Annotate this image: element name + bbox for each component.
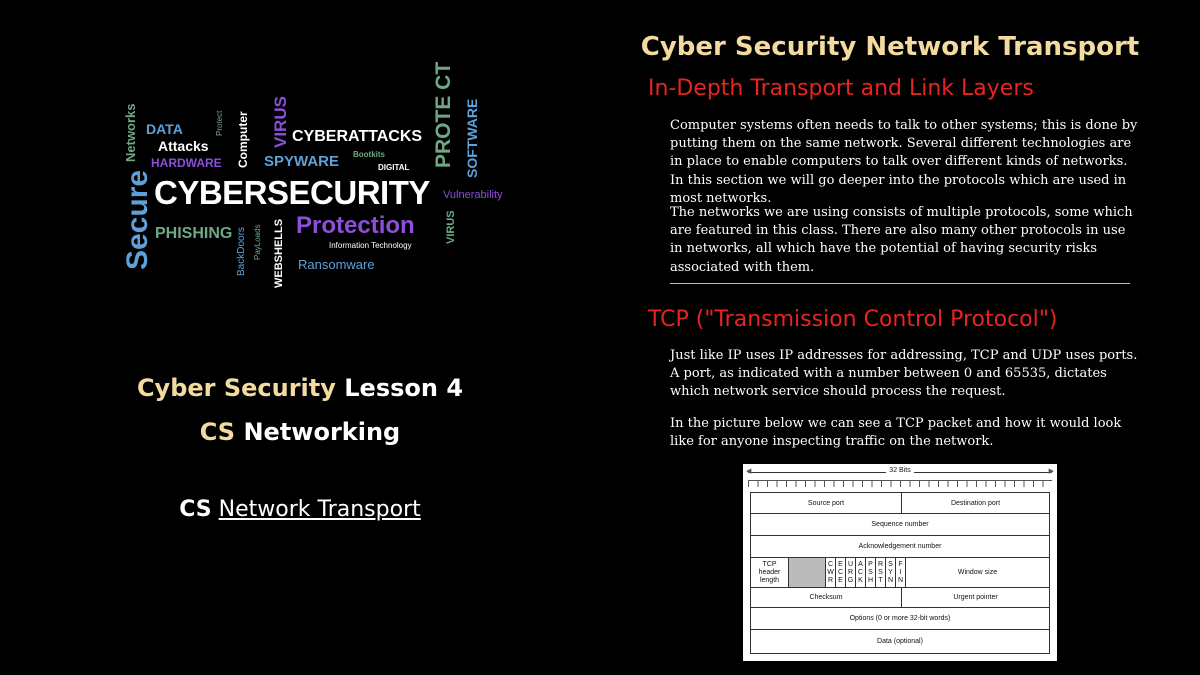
cybersecurity-word-cloud	[120, 61, 520, 292]
tcp-row-data	[750, 630, 1050, 654]
word-protect-big: PROTE CT	[432, 61, 455, 168]
word-networks: Networks	[123, 103, 138, 162]
checksum-field: Checksum	[809, 594, 843, 601]
tcp-row-options	[750, 608, 1050, 630]
section1-paragraph-1: Computer systems often needs to talk to other systems; this is done by putting them on the same network. Several different technologies are in place to enable computers to talk over different kinds of networks. In this section we will go deeper into the protocols which are used in most networks.	[670, 118, 1138, 206]
nav-prefix: CS	[179, 497, 212, 522]
ack-number-field: Acknowledgement number	[858, 543, 942, 550]
bits-width-indicator: ◀ ▶ 32 Bits	[746, 467, 1054, 475]
section-title-tcp: TCP ("Transmission Control Protocol")	[648, 307, 1058, 332]
bit-ruler	[748, 480, 1052, 487]
word-cyberattacks: CYBERATTACKS	[292, 128, 423, 145]
tcp-row-ack	[750, 536, 1050, 558]
flag-ece: E C E	[835, 558, 845, 587]
window-size-field: Window size	[905, 558, 1049, 587]
flag-cwr: C W R	[825, 558, 835, 587]
flag-syn: S Y N	[885, 558, 895, 587]
word-virus-top: VIRUS	[271, 96, 290, 148]
word-virus-right: VIRUS	[445, 210, 457, 244]
lesson-title-white: Lesson 4	[344, 374, 464, 402]
flag-ack: A C K	[855, 558, 865, 587]
flag-urg: U R G	[845, 558, 855, 587]
word-software: SOFTWARE	[464, 98, 480, 178]
reserved-field	[788, 558, 825, 587]
word-payloads: PayLoads	[253, 224, 262, 260]
options-field: Options (0 or more 32-bit words)	[849, 615, 951, 622]
tcp-row-checksum	[750, 588, 1050, 608]
word-spyware: SPYWARE	[264, 153, 340, 170]
word-hardware: HARDWARE	[151, 156, 222, 170]
word-cybersecurity: CYBERSECURITY	[154, 174, 430, 211]
page-title: Cyber Security Network Transport	[640, 32, 1140, 62]
section-title-transport-link: In-Depth Transport and Link Layers	[648, 76, 1034, 101]
lesson-title	[0, 374, 600, 402]
network-transport-link[interactable]: Network Transport	[218, 497, 421, 522]
word-digital: DIGITAL	[378, 163, 410, 172]
word-ransomware: Ransomware	[298, 257, 375, 272]
tcp-header-diagram	[743, 464, 1057, 661]
word-information-technology: Information Technology	[329, 241, 412, 250]
word-attacks: Attacks	[158, 138, 209, 154]
networking-title	[0, 418, 600, 446]
lesson-title-gold: Cyber Security	[136, 374, 336, 402]
word-protect-small: Protect	[215, 110, 224, 136]
flag-rst: R S T	[875, 558, 885, 587]
word-phishing: PHISHING	[155, 225, 233, 242]
section2-paragraph-2: In the picture below we can see a TCP packet and how it would look like for anyone inspecting traffic on the network.	[670, 416, 1122, 450]
tcp-row-sequence	[750, 514, 1050, 536]
sequence-number-field: Sequence number	[871, 521, 929, 528]
header-length-field: TCP header length	[758, 560, 781, 584]
data-field: Data (optional)	[877, 638, 923, 645]
section2-paragraph-1: Just like IP uses IP addresses for addressing, TCP and UDP uses ports. A port, as indicated with a number between 0 and 65535, dictates which network service should process the request.	[670, 348, 1138, 400]
flag-psh: P S H	[865, 558, 875, 587]
word-data: DATA	[146, 121, 183, 137]
networking-title-white: Networking	[243, 418, 401, 446]
networking-title-gold: CS	[199, 418, 236, 446]
word-protection: Protection	[296, 212, 415, 239]
section-divider	[670, 283, 1130, 284]
destination-port-field: Destination port	[901, 493, 1049, 513]
urgent-pointer-field: Urgent pointer	[901, 588, 1049, 607]
section1-paragraph-2: The networks we are using consists of multiple protocols, some which are featured in this class. There are also many other protocols in use in networks, all which have the potential of having security risks associated with them.	[670, 205, 1133, 275]
word-secure: Secure	[121, 169, 154, 270]
bits-label: 32 Bits	[886, 467, 913, 474]
word-webshells: WEBSHELLS	[273, 218, 285, 288]
nav-line	[0, 497, 600, 522]
source-port-field: Source port	[807, 499, 845, 507]
flag-fin: F I N	[895, 558, 905, 587]
word-computer: Computer	[236, 111, 250, 168]
word-bootkits: Bootkits	[353, 150, 385, 159]
word-backdoors: BackDoors	[236, 227, 247, 276]
word-vulnerability: Vulnerability	[443, 189, 503, 201]
tcp-row-ports	[750, 492, 1050, 514]
tcp-row-flags	[750, 558, 1050, 588]
